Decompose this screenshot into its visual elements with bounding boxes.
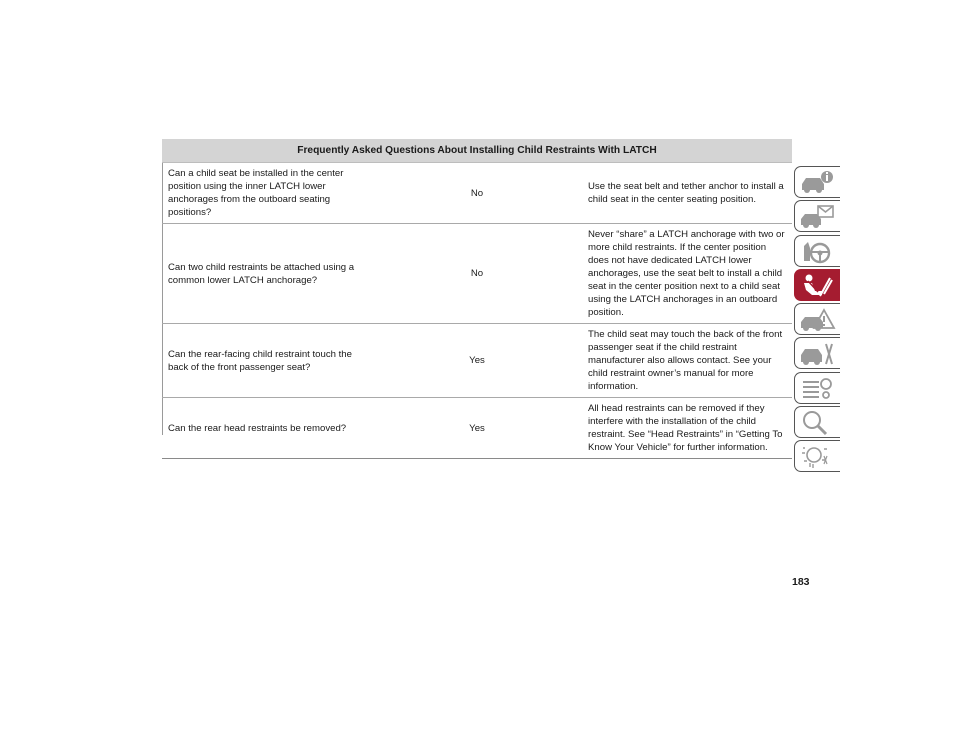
faq-table [162,139,792,459]
question-cell: Can two child restraints be attached using a common lower LATCH anchorage? [162,224,372,324]
details-cell: Never “share” a LATCH anchorage with two or more child restraints. If the center position does not have dedicated LATCH lower anchorages, use the seat belt to install a child seat in the center position next to a child seat using the LATCH anchorages in an outboard position. [582,224,792,324]
answer-cell: Yes [372,398,582,459]
details-cell: Use the seat belt and tether anchor to install a child seat in the center seating position. [582,163,792,224]
tab-servicing-and-maintenance[interactable] [794,337,840,369]
car-info-icon [798,169,836,196]
details-cell: All head restraints can be removed if they interfere with the installation of the child restraint. See “Head Restraints” in “Getting To Know Your Vehicle” for further information. [582,398,792,459]
table-title: Frequently Asked Questions About Installing Child Restraints With LATCH [162,139,792,163]
tab-safety[interactable] [794,269,840,301]
car-warning-icon [798,306,836,333]
answer-cell: No [372,163,582,224]
tab-search[interactable] [794,406,840,438]
table-row [162,224,792,324]
tab-starting-and-operating[interactable] [794,235,840,267]
answer-cell: Yes [372,324,582,398]
chapter-tabs [794,166,842,475]
tab-getting-to-know-vehicle[interactable] [794,166,840,198]
tab-getting-to-know-instrument-panel[interactable] [794,200,840,232]
details-cell: The child seat may touch the back of the front passenger seat if the child restraint manufacturer also allows contact. See your child restraint owner’s manual for more information. [582,324,792,398]
specifications-list-icon [798,375,836,402]
index-abc-icon [798,443,836,470]
table-row [162,398,792,459]
car-message-icon [798,203,836,230]
answer-cell: No [372,224,582,324]
question-cell: Can the rear-facing child restraint touch the back of the front passenger seat? [162,324,372,398]
safety-passenger-icon [798,272,836,299]
tab-index[interactable] [794,440,840,472]
page-number: 183 [792,576,810,588]
tab-technical-specifications[interactable] [794,372,840,404]
car-service-icon [798,340,836,367]
steering-wheel-icon [798,238,836,265]
tab-in-case-of-emergency[interactable] [794,303,840,335]
question-cell: Can a child seat be installed in the center position using the inner LATCH lower anchorages from the outboard seating positions? [162,163,372,224]
question-cell: Can the rear head restraints be removed? [162,398,372,459]
table-row [162,163,792,224]
search-icon [798,409,836,436]
table-row [162,324,792,398]
